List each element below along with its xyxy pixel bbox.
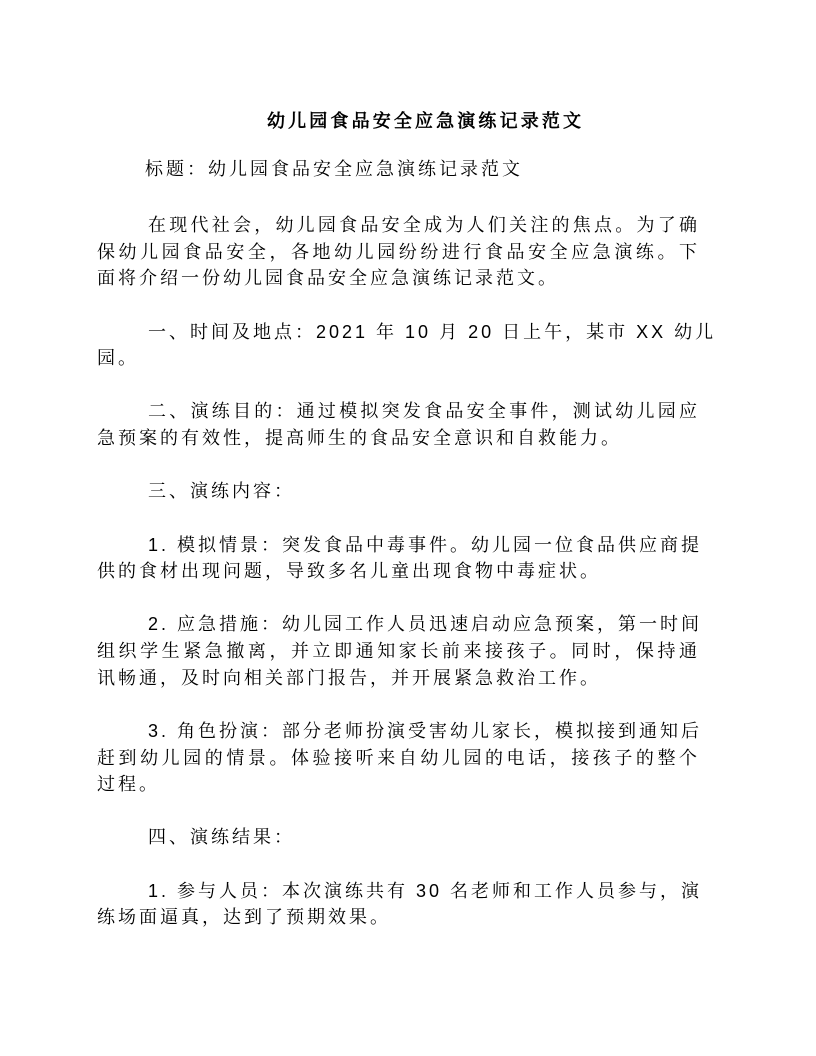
paragraph-role-play bbox=[97, 718, 703, 798]
section-heading-results bbox=[97, 824, 697, 851]
text-line: 讯畅通，及时向相关部门报告，并开展紧急救治工作。 bbox=[97, 667, 601, 688]
text-line: 急预案的有效性，提高师生的食品安全意识和自救能力。 bbox=[97, 428, 622, 449]
text-line: 供的食材出现问题，导致多名儿童出现食物中毒症状。 bbox=[97, 561, 601, 582]
text-line: 面将介绍一份幼儿园食品安全应急演练记录范文。 bbox=[97, 268, 559, 289]
text-line: 保幼儿园食品安全，各地幼儿园纷纷进行食品安全应急演练。下 bbox=[97, 241, 700, 262]
document-title: 幼儿园食品安全应急演练记录范文 bbox=[267, 111, 583, 131]
text-line: 1. 参与人员：本次演练共有 30 名老师和工作人员参与，演 bbox=[148, 880, 703, 901]
paragraph-time-location bbox=[97, 319, 717, 372]
text-line: 1. 模拟情景：突发食品中毒事件。幼儿园一位食品供应商提 bbox=[148, 534, 703, 555]
text-line: 一、时间及地点：2021 年 10 月 20 日上午，某市 XX 幼儿 bbox=[148, 321, 717, 342]
text-line: 2. 应急措施：幼儿园工作人员迅速启动应急预案，第一时间 bbox=[148, 614, 703, 635]
paragraph-intro bbox=[97, 212, 700, 292]
section-heading: 三、演练内容： bbox=[148, 481, 295, 502]
paragraph-scenario bbox=[97, 532, 703, 585]
paragraph-participants bbox=[97, 878, 703, 931]
text-line: 过程。 bbox=[97, 774, 160, 795]
text-line: 园。 bbox=[97, 348, 139, 369]
paragraph-purpose bbox=[97, 398, 700, 451]
document-body bbox=[97, 156, 717, 958]
text-line: 二、演练目的：通过模拟突发食品安全事件，测试幼儿园应 bbox=[148, 401, 700, 422]
text-line: 在现代社会，幼儿园食品安全成为人们关注的焦点。为了确 bbox=[148, 215, 700, 236]
title-label-line: 标题：幼儿园食品安全应急演练记录范文 bbox=[145, 159, 523, 179]
text-line: 3. 角色扮演：部分老师扮演受害幼儿家长，模拟接到通知后 bbox=[148, 720, 703, 741]
section-heading-content bbox=[97, 478, 697, 505]
paragraph-emergency-measures bbox=[97, 611, 703, 691]
text-line: 练场面逼真，达到了预期效果。 bbox=[97, 907, 391, 928]
text-line: 组织学生紧急撤离，并立即通知家长前来接孩子。同时，保持通 bbox=[97, 641, 700, 662]
text-line: 赶到幼儿园的情景。体验接听来自幼儿园的电话，接孩子的整个 bbox=[97, 747, 700, 768]
section-heading: 四、演练结果： bbox=[148, 827, 295, 848]
